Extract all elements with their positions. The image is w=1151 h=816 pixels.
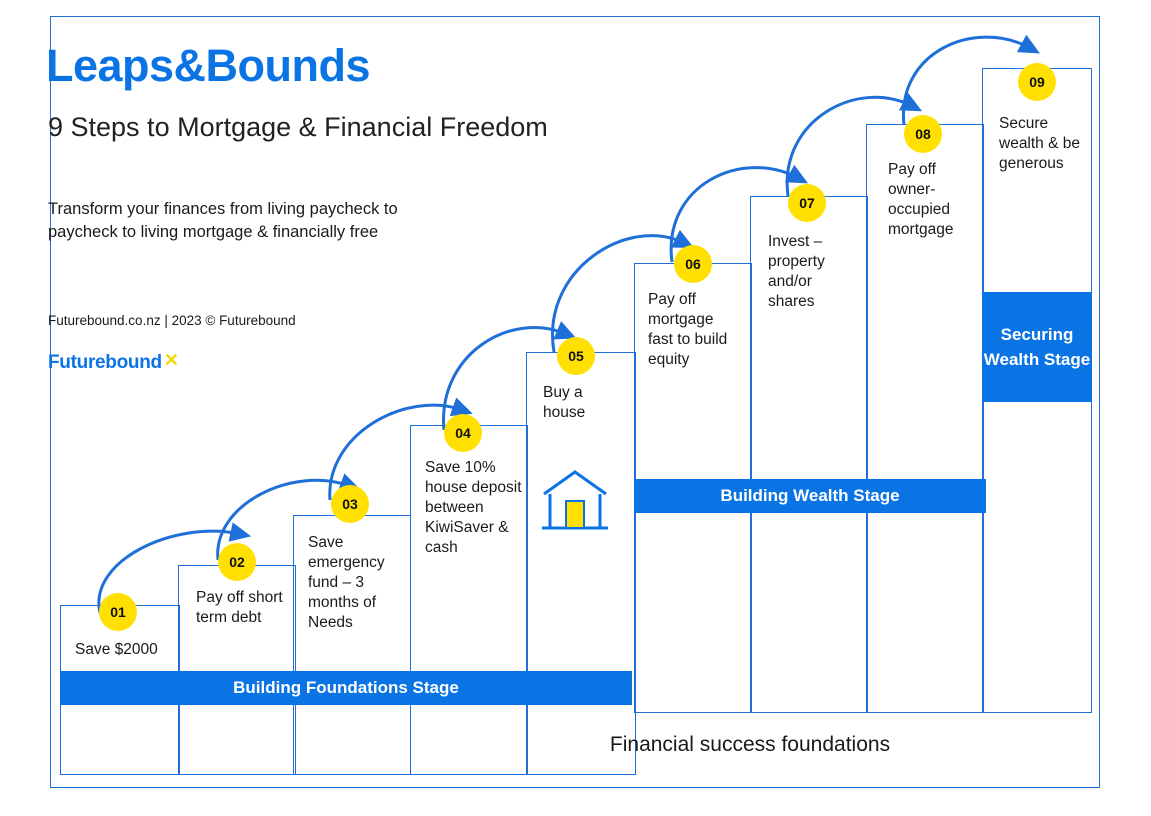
- step-badge-07: 07: [788, 184, 826, 222]
- intro-text: Transform your finances from living paycheck to paycheck to living mortgage & financially free: [48, 200, 398, 241]
- step-label-04: Save 10% house deposit between KiwiSaver & cash: [425, 459, 522, 556]
- step-badge-05: 05: [557, 337, 595, 375]
- page-title: Leaps&Bounds: [46, 40, 371, 91]
- step-badge-06: 06: [674, 245, 712, 283]
- step-label-01: Save $2000: [75, 641, 158, 658]
- step-badge-04: 04: [444, 414, 482, 452]
- step-label-02: Pay off short term debt: [196, 589, 283, 626]
- step-label-08: Pay off owner-occupied mortgage: [888, 161, 954, 238]
- stage-bar-building-wealth: Building Wealth Stage: [634, 479, 986, 513]
- step-badge-03: 03: [331, 485, 369, 523]
- step-badge-02: 02: [218, 543, 256, 581]
- step-label-09: Secure wealth & be generous: [999, 115, 1080, 172]
- page-subtitle: 9 Steps to Mortgage & Financial Freedom: [48, 112, 548, 142]
- step-badge-09: 09: [1018, 63, 1056, 101]
- copyright-text: Futurebound.co.nz | 2023 © Futurebound: [48, 313, 296, 328]
- stage-bar-securing-wealth: Securing Wealth Stage: [982, 292, 1092, 402]
- house-icon: [538, 468, 612, 534]
- step-label-05: Buy a house: [543, 384, 586, 421]
- step-label-03: Save emergency fund – 3 months of Needs: [308, 534, 385, 631]
- step-badge-08: 08: [904, 115, 942, 153]
- step-label-07: Invest – property and/or shares: [768, 233, 825, 310]
- logo-label: Futurebound: [48, 352, 162, 373]
- step-label-06: Pay off mortgage fast to build equity: [648, 291, 728, 368]
- step-badge-01: 01: [99, 593, 137, 631]
- stage-bar-foundations: Building Foundations Stage: [60, 671, 632, 705]
- logo-cross-icon: ✕: [163, 350, 179, 370]
- futurebound-logo: [48, 352, 179, 374]
- foundations-caption: Financial success foundations: [609, 733, 891, 756]
